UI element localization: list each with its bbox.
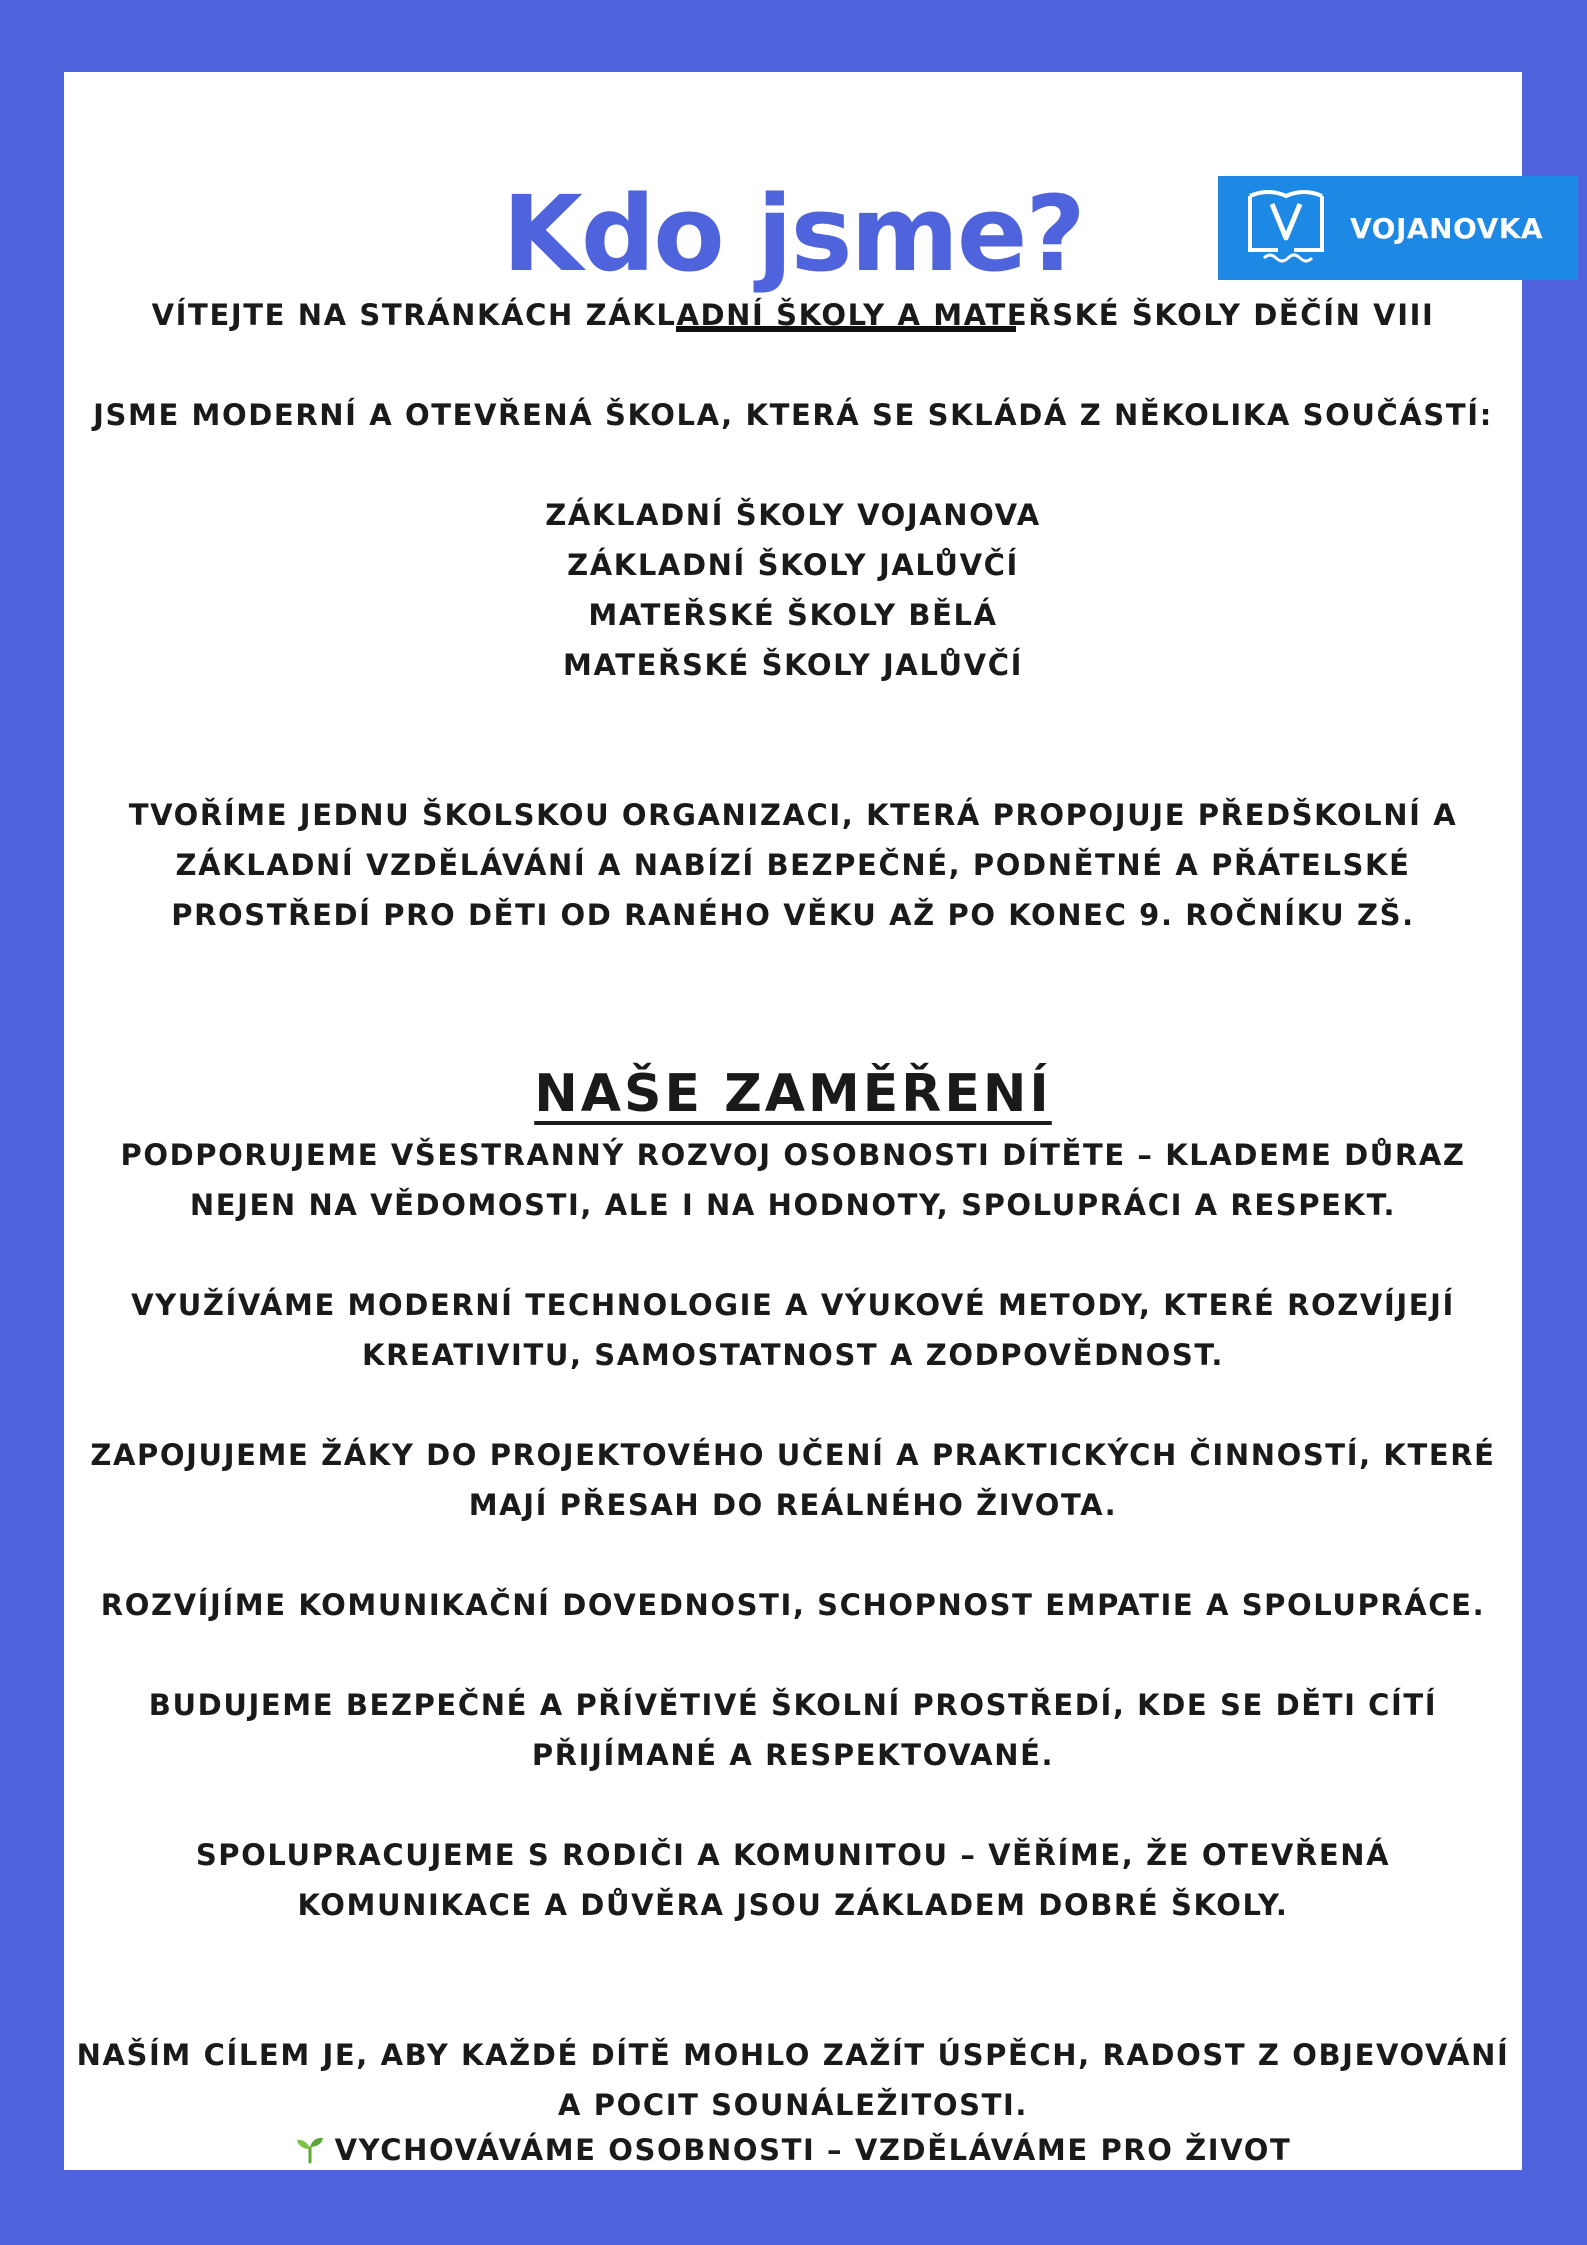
focus-item: ROZVÍJÍME KOMUNIKAČNÍ DOVEDNOSTI, SCHOPNOST EMPATIE A SPOLUPRÁCE. — [100, 1588, 1486, 1622]
organization-text: ZÁKLADNÍ VZDĚLÁVÁNÍ A NABÍZÍ BEZPEČNÉ, PODNĚTNÉ A PŘÁTELSKÉ — [175, 848, 1411, 882]
focus-item: PŘIJÍMANÉ A RESPEKTOVANÉ. — [531, 1738, 1055, 1772]
focus-item: ZAPOJUJEME ŽÁKY DO PROJEKTOVÉHO UČENÍ A PRAKTICKÝCH ČINNOSTÍ, KTERÉ — [90, 1438, 1496, 1472]
organization-text: PROSTŘEDÍ PRO DĚTI OD RANÉHO VĚKU AŽ PO KONEC 9. ROČNÍKU ZŠ. — [171, 898, 1415, 932]
focus-heading — [64, 1064, 1522, 1124]
focus-heading-text: NAŠE ZAMĚŘENÍ — [534, 1064, 1052, 1124]
composition-text: JSME MODERNÍ A OTEVŘENÁ ŠKOLA, KTERÁ SE SKLÁDÁ Z NĚKOLIKA SOUČÁSTÍ: — [93, 398, 1493, 432]
closing-text: NAŠÍM CÍLEM JE, ABY KAŽDÉ DÍTĚ MOHLO ZAŽÍT ÚSPĚCH, RADOST Z OBJEVOVÁNÍ — [76, 2038, 1510, 2072]
book-v-wave-icon — [1236, 186, 1336, 270]
page-title: Kdo jsme? — [502, 173, 1084, 295]
focus-item: KREATIVITU, SAMOSTATNOST A ZODPOVĚDNOST. — [362, 1338, 1224, 1372]
school-part: MATEŘSKÉ ŠKOLY BĚLÁ — [588, 598, 998, 632]
school-part: ZÁKLADNÍ ŠKOLY VOJANOVA — [545, 498, 1041, 532]
organization-text: TVOŘÍME JEDNU ŠKOLSKOU ORGANIZACI, KTERÁ PROPOJUJE PŘEDŠKOLNÍ A — [128, 798, 1458, 832]
document-page — [64, 72, 1544, 2170]
focus-item: BUDUJEME BEZPEČNÉ A PŘÍVĚTIVÉ ŠKOLNÍ PROSTŘEDÍ, KDE SE DĚTI CÍTÍ — [148, 1688, 1438, 1722]
focus-item: SPOLUPRACUJEME S RODIČI A KOMUNITOU – VĚŘÍME, ŽE OTEVŘENÁ — [195, 1838, 1391, 1872]
focus-item: PODPORUJEME VŠESTRANNÝ ROZVOJ OSOBNOSTI DÍTĚTE – KLADEME DŮRAZ — [120, 1138, 1466, 1172]
motto — [64, 2125, 1522, 2175]
school-part: ZÁKLADNÍ ŠKOLY JALŮVČÍ — [567, 548, 1019, 582]
focus-item: VYUŽÍVÁME MODERNÍ TECHNOLOGIE A VÝUKOVÉ METODY, KTERÉ ROZVÍJEJÍ — [131, 1288, 1455, 1322]
closing-text: A POCIT SOUNÁLEŽITOSTI. — [557, 2088, 1028, 2122]
sprout-icon — [295, 2134, 325, 2164]
vojanovka-logo — [1218, 176, 1578, 280]
logo-text: VOJANOVKA — [1350, 211, 1544, 245]
focus-item: MAJÍ PŘESAH DO REÁLNÉHO ŽIVOTA. — [468, 1488, 1118, 1522]
focus-item: KOMUNIKACE A DŮVĚRA JSOU ZÁKLADEM DOBRÉ ŠKOLY. — [297, 1888, 1289, 1922]
welcome-text: VÍTEJTE NA STRÁNKÁCH ZÁKLADNÍ ŠKOLY A MATEŘSKÉ ŠKOLY DĚČÍN VIII — [151, 298, 1435, 332]
focus-item: NEJEN NA VĚDOMOSTI, ALE I NA HODNOTY, SPOLUPRÁCI A RESPEKT. — [189, 1188, 1397, 1222]
school-part: MATEŘSKÉ ŠKOLY JALŮVČÍ — [563, 648, 1023, 682]
motto-text: VYCHOVÁVÁME OSOBNOSTI – VZDĚLÁVÁME PRO ŽIVOT — [334, 2133, 1292, 2167]
